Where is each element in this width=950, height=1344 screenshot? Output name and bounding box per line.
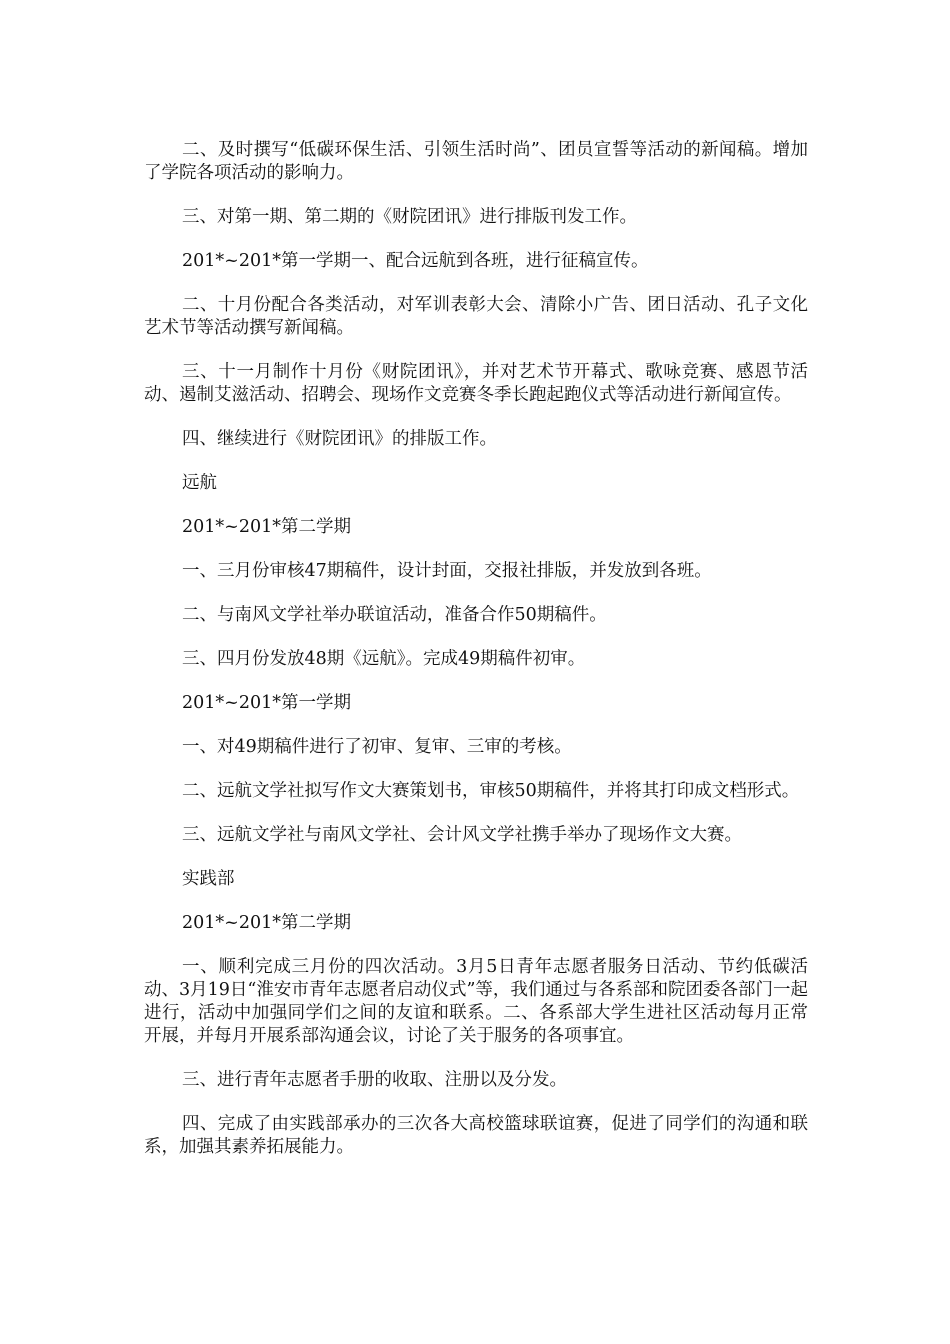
document-body — [144, 139, 808, 1180]
paragraph: 二、与南风文学社举办联谊活动，准备合作50期稿件。 — [182, 605, 607, 625]
term-heading: 201*~201*第二学期 — [182, 913, 351, 933]
paragraph: 四、完成了由实践部承办的三次各大高校篮球联谊赛，促进了同学们的沟通和联系，加强其素养拓展能力。 — [144, 1114, 808, 1157]
paragraph: 一、顺利完成三月份的四次活动。3月5日青年志愿者服务日活动、节约低碳活动、3月19日“淮安市青年志愿者启动仪式”等，我们通过与各系部和院团委各部门一起进行，活动中加强同学们之间的友谊和联系。二、各系部大学生进社区活动每月正常开展，并每月开展系部沟通会议，讨论了关于服务的各项事宜。 — [144, 957, 808, 1046]
paragraph: 二、十月份配合各类活动，对军训表彰大会、清除小广告、团日活动、孔子文化艺术节等活动撰写新闻稿。 — [144, 295, 808, 338]
paragraph: 一、对49期稿件进行了初审、复审、三审的考核。 — [182, 737, 572, 757]
paragraph: 二、及时撰写“低碳环保生活、引领生活时尚”、团员宣誓等活动的新闻稿。增加了学院各项活动的影响力。 — [144, 140, 808, 183]
term-heading: 201*~201*第一学期 — [182, 693, 351, 713]
term-heading: 201*~201*第二学期 — [182, 517, 351, 537]
paragraph: 三、远航文学社与南风文学社、会计风文学社携手举办了现场作文大赛。 — [182, 825, 742, 845]
paragraph: 三、十一月制作十月份《财院团讯》，并对艺术节开幕式、歌咏竞赛、感恩节活动、遏制艾滋活动、招聘会、现场作文竞赛冬季长跑起跑仪式等活动进行新闻宣传。 — [144, 362, 808, 405]
paragraph: 二、远航文学社拟写作文大赛策划书，审核50期稿件，并将其打印成文档形式。 — [182, 781, 800, 801]
paragraph: 201*~201*第一学期一、配合远航到各班，进行征稿宣传。 — [182, 251, 649, 271]
paragraph: 三、四月份发放48期《远航》。完成49期稿件初审。 — [182, 649, 586, 669]
section-heading: 实践部 — [182, 869, 235, 889]
paragraph: 四、继续进行《财院团讯》的排版工作。 — [182, 429, 497, 449]
paragraph: 一、三月份审核47期稿件，设计封面，交报社排版，并发放到各班。 — [182, 561, 712, 581]
paragraph: 三、进行青年志愿者手册的收取、注册以及分发。 — [182, 1070, 567, 1090]
paragraph: 三、对第一期、第二期的《财院团讯》进行排版刊发工作。 — [182, 207, 637, 227]
section-heading: 远航 — [182, 473, 217, 493]
